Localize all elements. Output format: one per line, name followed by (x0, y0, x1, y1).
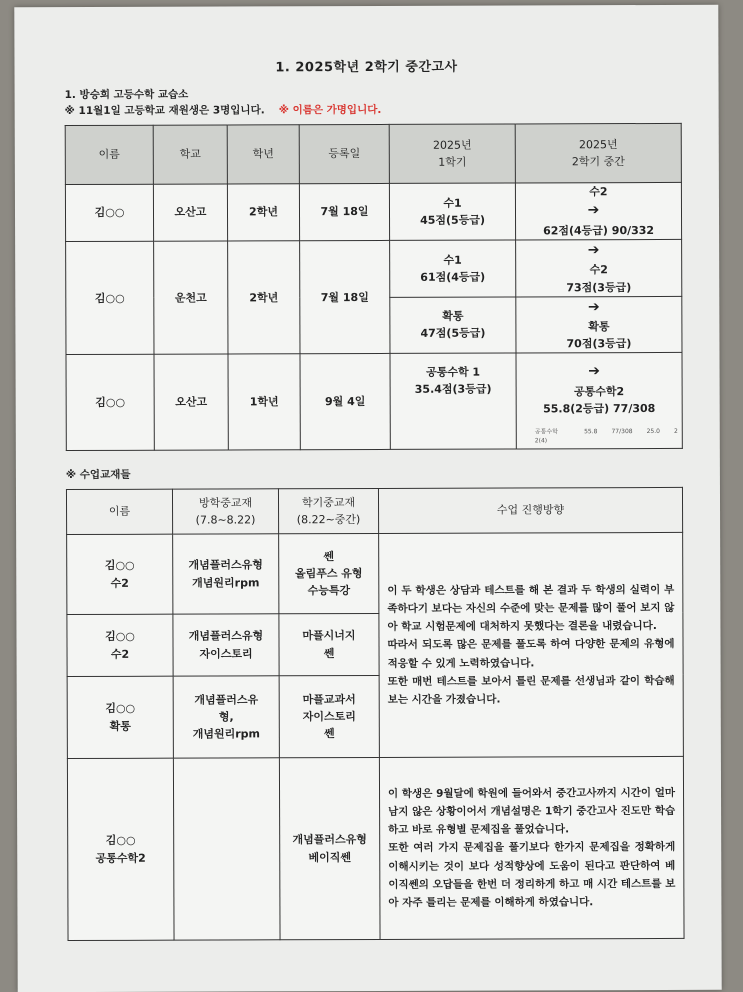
academy-name: 1. 방승희 고등수학 교습소 (64, 88, 189, 102)
header-vacation-books: 방학중교재 (7.8~8.22) (172, 489, 278, 534)
table-row (65, 182, 681, 241)
score: 73점(3등급) (566, 280, 632, 294)
direction-text: 이 두 학생은 상담과 테스트를 해 본 결과 두 학생의 실력이 부족하다기 보다는 자신의 수준에 맞는 문제를 많이 풀어 보지 않아 학교 시험문제에 대처하지 못했다는 결론을 내렸습니다. 따라서 되도록 많은 문제를 풀도록 하여 다양한 문제의 유형에 적응할 수 있게 노력하였습니다. 또한 매번 테스트를 보아서 틀린 문제를 선생님과 같이 학습해보는 시간을 가졌습니다. (379, 532, 684, 757)
sem2-score (516, 239, 682, 296)
score: 45점(5등급) (420, 213, 486, 227)
subject: 수1 (443, 253, 462, 267)
sem1-score (390, 353, 516, 449)
subject-line (521, 361, 678, 400)
header-name: 이름 (65, 125, 153, 184)
term-books: 개념플러스유형 베이직쎈 (279, 757, 380, 939)
score: 47점(5등급) (420, 327, 486, 341)
subject-line (520, 296, 677, 335)
header-grade: 학년 (227, 125, 299, 184)
materials-table (66, 487, 685, 941)
student-school: 오산고 (153, 184, 227, 241)
student-date: 9월 4일 (300, 354, 390, 450)
note-text: ※ 11월1일 고등학교 재원생은 3명입니다. (64, 104, 265, 118)
students-table (65, 123, 683, 451)
subject: 수2 (589, 185, 608, 199)
header-date: 등록일 (299, 124, 389, 183)
student-school: 운천고 (154, 241, 228, 355)
mini-cell: 55.8 (584, 428, 598, 436)
mini-cell: 25.0 (646, 428, 660, 436)
sem2-score (515, 182, 681, 239)
student-grade: 2학년 (227, 184, 299, 241)
header-school: 학교 (153, 125, 227, 184)
direction-text: 이 학생은 9월달에 학원에 들어와서 중간고사까지 시간이 얼마 남지 않은 상황이어서 개념설명은 1학기 중간고사 진도만 학습하고 바로 유형별 문제집을 풀었습니다. 또한 여러 가지 문제집을 풀기보다 한가지 문제집을 정확하게 이해시키는 것이 보다 성적향상에 도움이 된다고 판단하여 베이직쎈의 오답들을 한번 더 정리하게 하고 매 시간 테스트를 보아 자주 틀리는 문제를 이해하게 하였습니다. (379, 756, 684, 939)
mini-cell: 77/308 (611, 428, 633, 436)
score-line (520, 200, 677, 239)
subject: 수2 (589, 263, 608, 277)
sem2-score (516, 353, 682, 450)
subject: 수1 (443, 196, 462, 210)
header-sem2: 2025년 2학기 중간 (515, 123, 681, 183)
header-name: 이름 (66, 489, 172, 534)
subject-line (520, 240, 677, 279)
sem1-score (389, 183, 515, 240)
student-name: 김○○ 공통수학2 (67, 758, 174, 940)
table-row (67, 532, 683, 614)
note-red-text: ※ 이름은 가명입니다. (278, 103, 382, 117)
mini-cell: 2 (673, 428, 678, 436)
arrow-icon: ➔ (587, 202, 600, 219)
materials-heading: ※ 수업교재들 (65, 468, 131, 482)
student-name: 김○○ 확통 (67, 676, 173, 758)
score-report-snippet (535, 427, 678, 446)
subject: 확통 (588, 320, 610, 334)
vacation-books: 개념플러스유형 개념원리rpm (173, 534, 279, 614)
term-books: 마플교과서 자이스토리 쎈 (279, 675, 379, 757)
document-title: 1. 2025학년 2학기 중간고사 (275, 59, 458, 76)
student-school: 오산고 (154, 354, 228, 450)
sem2-score (516, 296, 682, 353)
header-term-books: 학기중교재 (8.22~중간) (278, 488, 378, 533)
term-books: 마플시너지 쎈 (279, 613, 379, 675)
score: 55.8(2등급) 77/308 (543, 402, 656, 416)
subject: 확통 (442, 310, 464, 324)
arrow-icon: ➔ (588, 363, 600, 380)
student-name: 김○○ (66, 241, 154, 355)
header-sem1: 2025년 1학기 (389, 124, 515, 183)
score: 35.4점(3등급) (414, 382, 492, 397)
vacation-books: 개념플러스유형 자이스토리 (173, 614, 279, 676)
student-name: 김○○ 수2 (67, 614, 173, 676)
score: 70점(3등급) (566, 337, 632, 351)
student-grade: 2학년 (228, 241, 300, 355)
subject: 공통수학2 (574, 385, 625, 399)
sem1-score (390, 297, 516, 354)
student-name: 김○○ (66, 355, 154, 451)
vacation-books: 개념플러스유 형, 개념원리rpm (173, 676, 279, 758)
student-name: 김○○ 수2 (67, 534, 173, 614)
arrow-icon: ➔ (587, 241, 600, 259)
note-line (65, 102, 382, 118)
score: 62점(4등급) 90/332 (543, 223, 655, 238)
score: 61점(4등급) (420, 270, 486, 284)
document-page (14, 5, 721, 992)
table-header-row (66, 487, 682, 534)
student-date: 7월 18일 (300, 240, 390, 354)
sem1-score (390, 240, 516, 297)
table-row (67, 756, 684, 940)
student-date: 7월 18일 (299, 183, 389, 240)
table-row (66, 239, 682, 298)
table-row (66, 353, 682, 451)
student-name: 김○○ (65, 184, 153, 241)
term-books: 쎈 올림푸스 유형 수능특강 (279, 533, 379, 613)
subject: 공통수학 1 (426, 365, 481, 380)
header-direction: 수업 진행방향 (378, 487, 682, 533)
student-grade: 1학년 (228, 354, 300, 450)
arrow-icon: ➔ (587, 298, 600, 315)
table-header-row (65, 123, 681, 184)
mini-cell: 공통수학2(4) (534, 428, 558, 445)
vacation-books (173, 758, 280, 940)
